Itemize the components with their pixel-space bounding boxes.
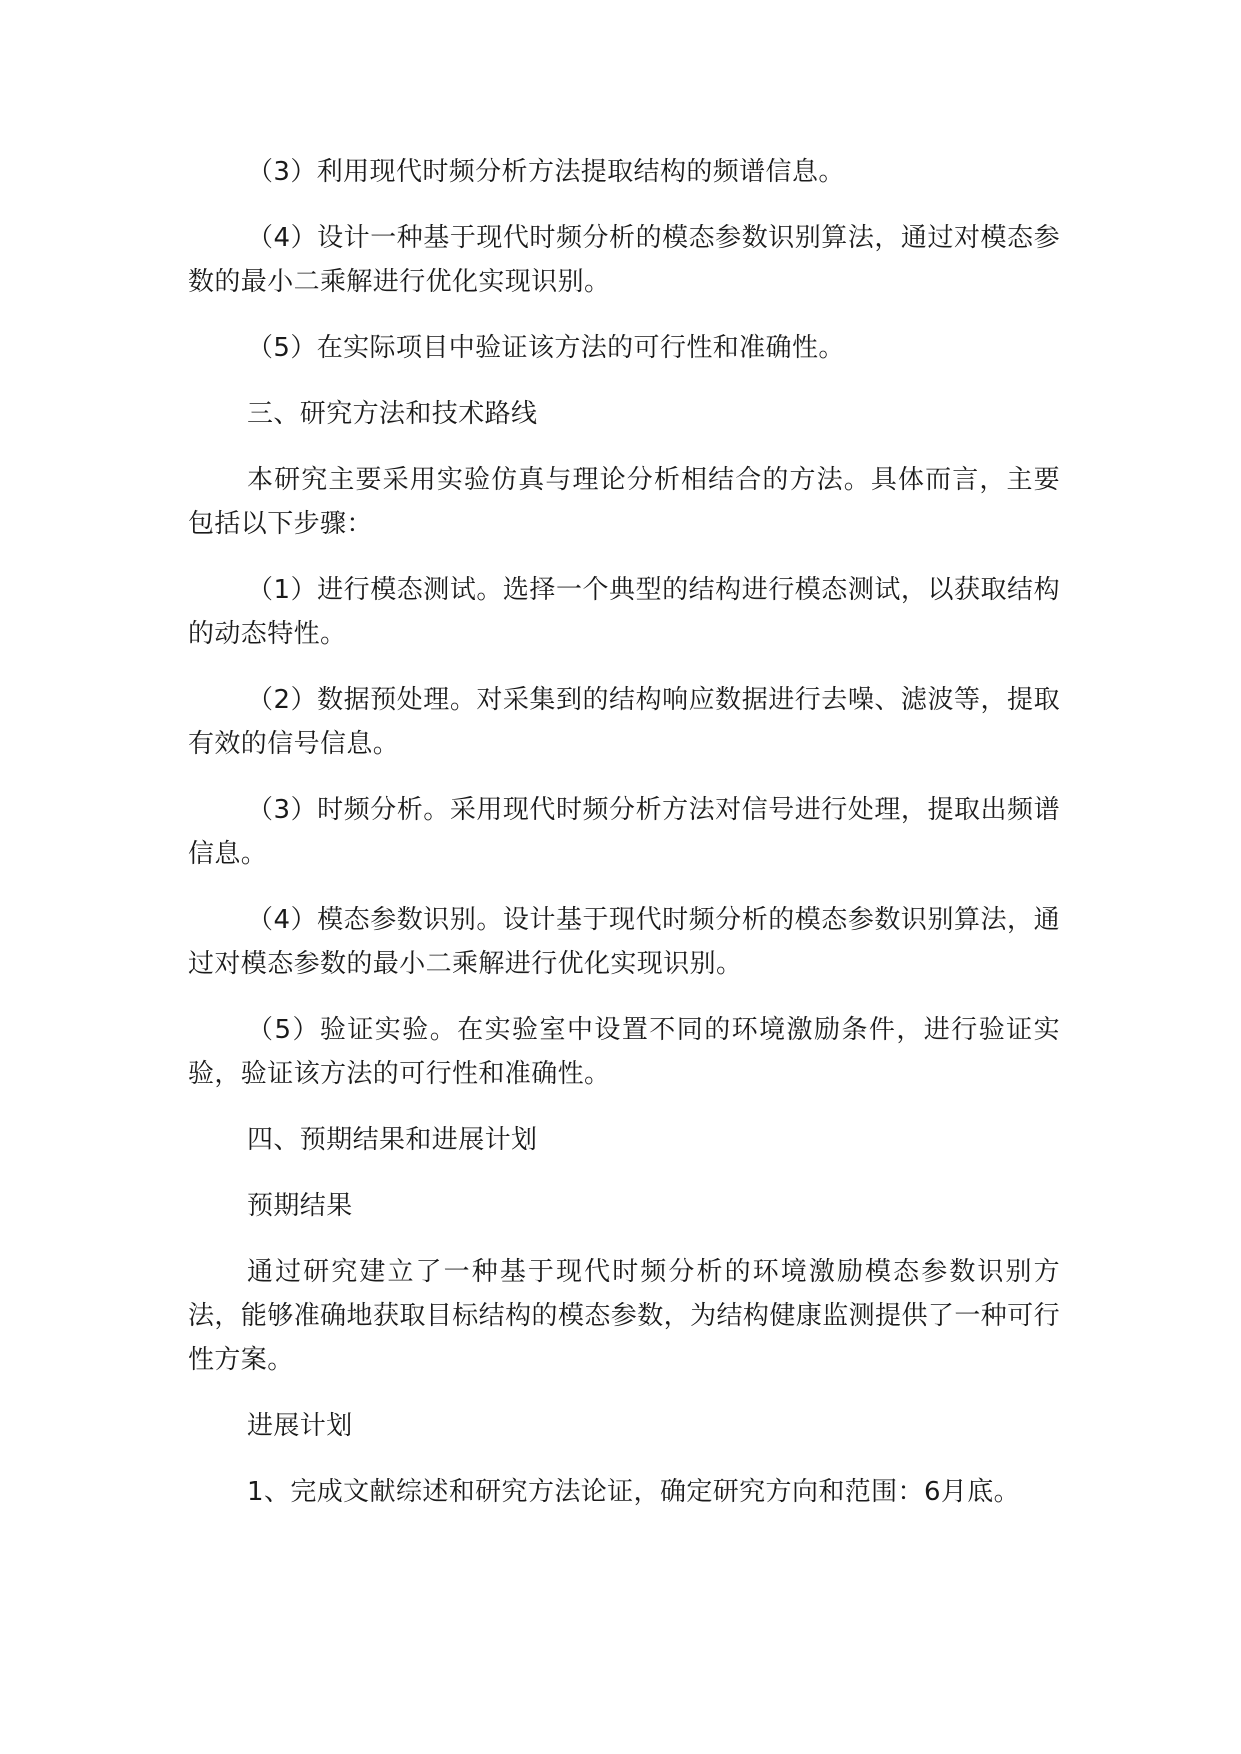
list-item-objective-3: （3）利用现代时频分析方法提取结构的频谱信息。	[247, 157, 845, 187]
list-item-step-2: （2）数据预处理。对采集到的结构响应数据进行去噪、滤波等，提取有效的信号信息。	[188, 685, 1060, 759]
section-heading-methods: 三、研究方法和技术路线	[247, 399, 538, 429]
list-item-step-4: （4）模态参数识别。设计基于现代时频分析的模态参数识别算法，通过对模态参数的最小二乘解进行优化实现识别。	[188, 905, 1060, 979]
document-page	[188, 150, 1060, 1536]
list-item-step-3: （3）时频分析。采用现代时频分析方法对信号进行处理，提取出频谱信息。	[188, 795, 1060, 869]
list-item-objective-4: （4）设计一种基于现代时频分析的模态参数识别算法，通过对模态参数的最小二乘解进行优化实现识别。	[188, 223, 1060, 297]
methods-intro-paragraph: 本研究主要采用实验仿真与理论分析相结合的方法。具体而言，主要包括以下步骤：	[188, 465, 1060, 539]
expected-results-paragraph: 通过研究建立了一种基于现代时频分析的环境激励模态参数识别方法，能够准确地获取目标结构的模态参数，为结构健康监测提供了一种可行性方案。	[188, 1257, 1060, 1375]
list-item-plan-1: 1、完成文献综述和研究方法论证，确定研究方向和范围：6月底。	[247, 1477, 1021, 1507]
list-item-step-1: （1）进行模态测试。选择一个典型的结构进行模态测试，以获取结构的动态特性。	[188, 575, 1060, 649]
subheading-progress-plan: 进展计划	[247, 1411, 353, 1441]
list-item-objective-5: （5）在实际项目中验证该方法的可行性和准确性。	[247, 333, 845, 363]
list-item-step-5: （5）验证实验。在实验室中设置不同的环境激励条件，进行验证实验，验证该方法的可行性和准确性。	[188, 1015, 1060, 1089]
subheading-expected-results: 预期结果	[247, 1191, 353, 1221]
section-heading-results-plan: 四、预期结果和进展计划	[247, 1125, 538, 1155]
